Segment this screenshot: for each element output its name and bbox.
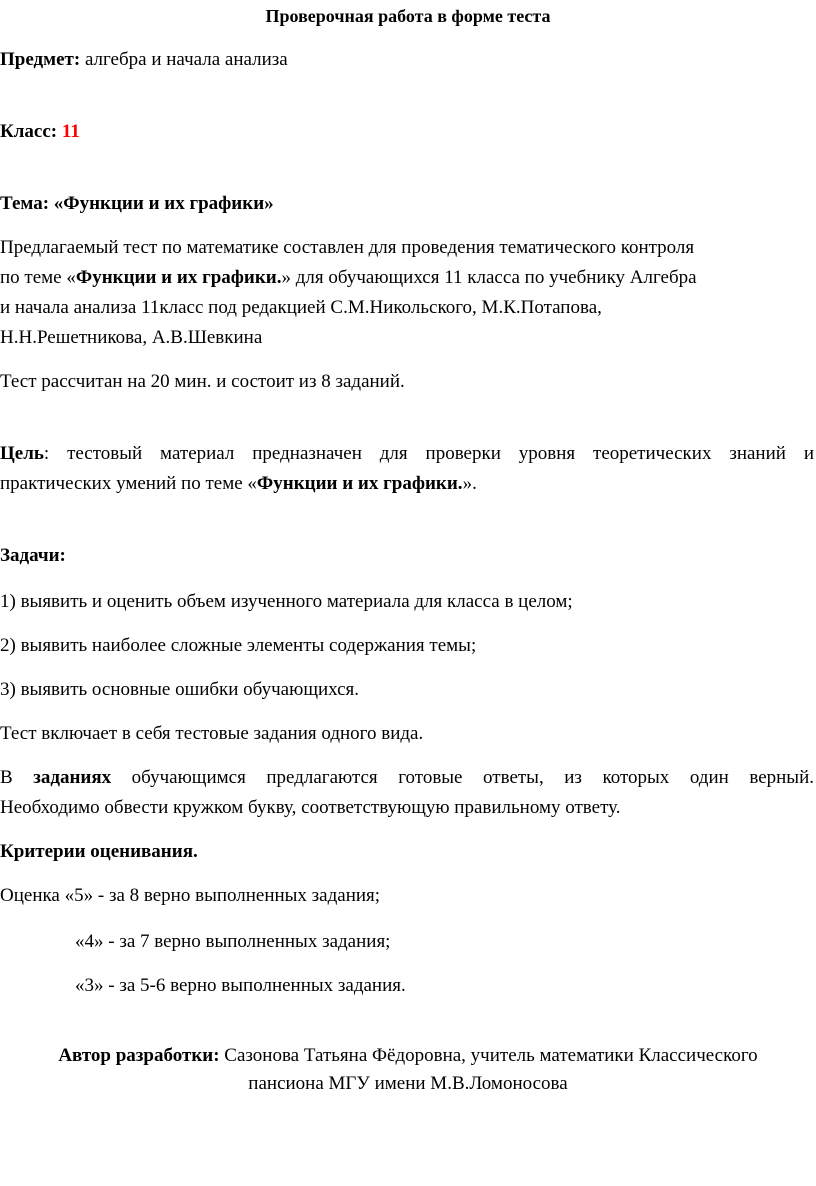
intro-topic-bold: Функции и их графики. <box>75 267 282 288</box>
instr-bold: заданиях <box>33 767 112 788</box>
task-item-1: 1) выявить и оценить объем изученного материала для класса в целом; <box>0 591 573 612</box>
instructions-line-2: Необходимо обвести кружком букву, соответствующую правильному ответу. <box>0 797 621 818</box>
author-line-1 <box>0 1042 816 1070</box>
goal-l2-a: практических умений по теме « <box>0 473 257 494</box>
goal-line-1 <box>0 440 814 468</box>
instructions-line-1 <box>0 764 814 792</box>
grade-label: Класс: <box>0 121 62 142</box>
criteria-heading: Критерии оценивания. <box>0 841 198 862</box>
intro-l2-c: » для обучающихся 11 класса по учебнику Алгебра <box>281 267 697 288</box>
criteria-item-4: «4» - за 7 верно выполненных задания; <box>75 931 391 952</box>
goal-l2-c: ». <box>462 473 477 494</box>
instr-l1-c: обучающимся предлагаются готовые ответы, из которых один верный. <box>111 767 814 788</box>
intro-line-4: Н.Н.Решетникова, А.В.Шевкина <box>0 327 263 348</box>
grade-line <box>0 118 80 146</box>
topic-line: Тема: «Функции и их графики» <box>0 193 274 214</box>
document-title: Проверочная работа в форме теста <box>265 6 551 26</box>
instr-l1-a: В <box>0 767 34 788</box>
task-item-3: 3) выявить основные ошибки обучающихся. <box>0 679 359 700</box>
duration-line: Тест рассчитан на 20 мин. и состоит из 8 заданий. <box>0 371 405 392</box>
goal-line-2 <box>0 470 477 498</box>
task-item-2: 2) выявить наиболее сложные элементы содержания темы; <box>0 635 477 656</box>
intro-line-3: и начала анализа 11класс под редакцией С.М.Никольского, М.К.Потапова, <box>0 297 602 318</box>
intro-line-1: Предлагаемый тест по математике составлен для проведения тематического контроля <box>0 237 695 258</box>
goal-topic-bold: Функции и их графики. <box>256 473 463 494</box>
intro-l2-a: по теме « <box>0 267 76 288</box>
author-label: Автор разработки: <box>58 1045 220 1066</box>
grade-value: 11 <box>61 121 80 142</box>
goal-l1: : тестовый материал предназначен для проверки уровня теоретических знаний и <box>43 443 814 464</box>
criteria-item-5: Оценка «5» - за 8 верно выполненных задания; <box>0 885 381 906</box>
author-l1: Сазонова Татьяна Фёдоровна, учитель математики Классического <box>219 1045 758 1066</box>
tasks-heading: Задачи: <box>0 545 66 566</box>
test-type-line: Тест включает в себя тестовые задания одного вида. <box>0 723 424 744</box>
author-line-2: пансиона МГУ имени М.В.Ломоносова <box>248 1073 568 1094</box>
goal-label: Цель <box>0 443 44 464</box>
intro-line-2 <box>0 264 697 292</box>
subject-value: алгебра и начала анализа <box>80 49 288 70</box>
subject-label: Предмет: <box>0 49 81 70</box>
criteria-item-3: «3» - за 5-6 верно выполненных задания. <box>75 975 406 996</box>
subject-line <box>0 46 288 74</box>
